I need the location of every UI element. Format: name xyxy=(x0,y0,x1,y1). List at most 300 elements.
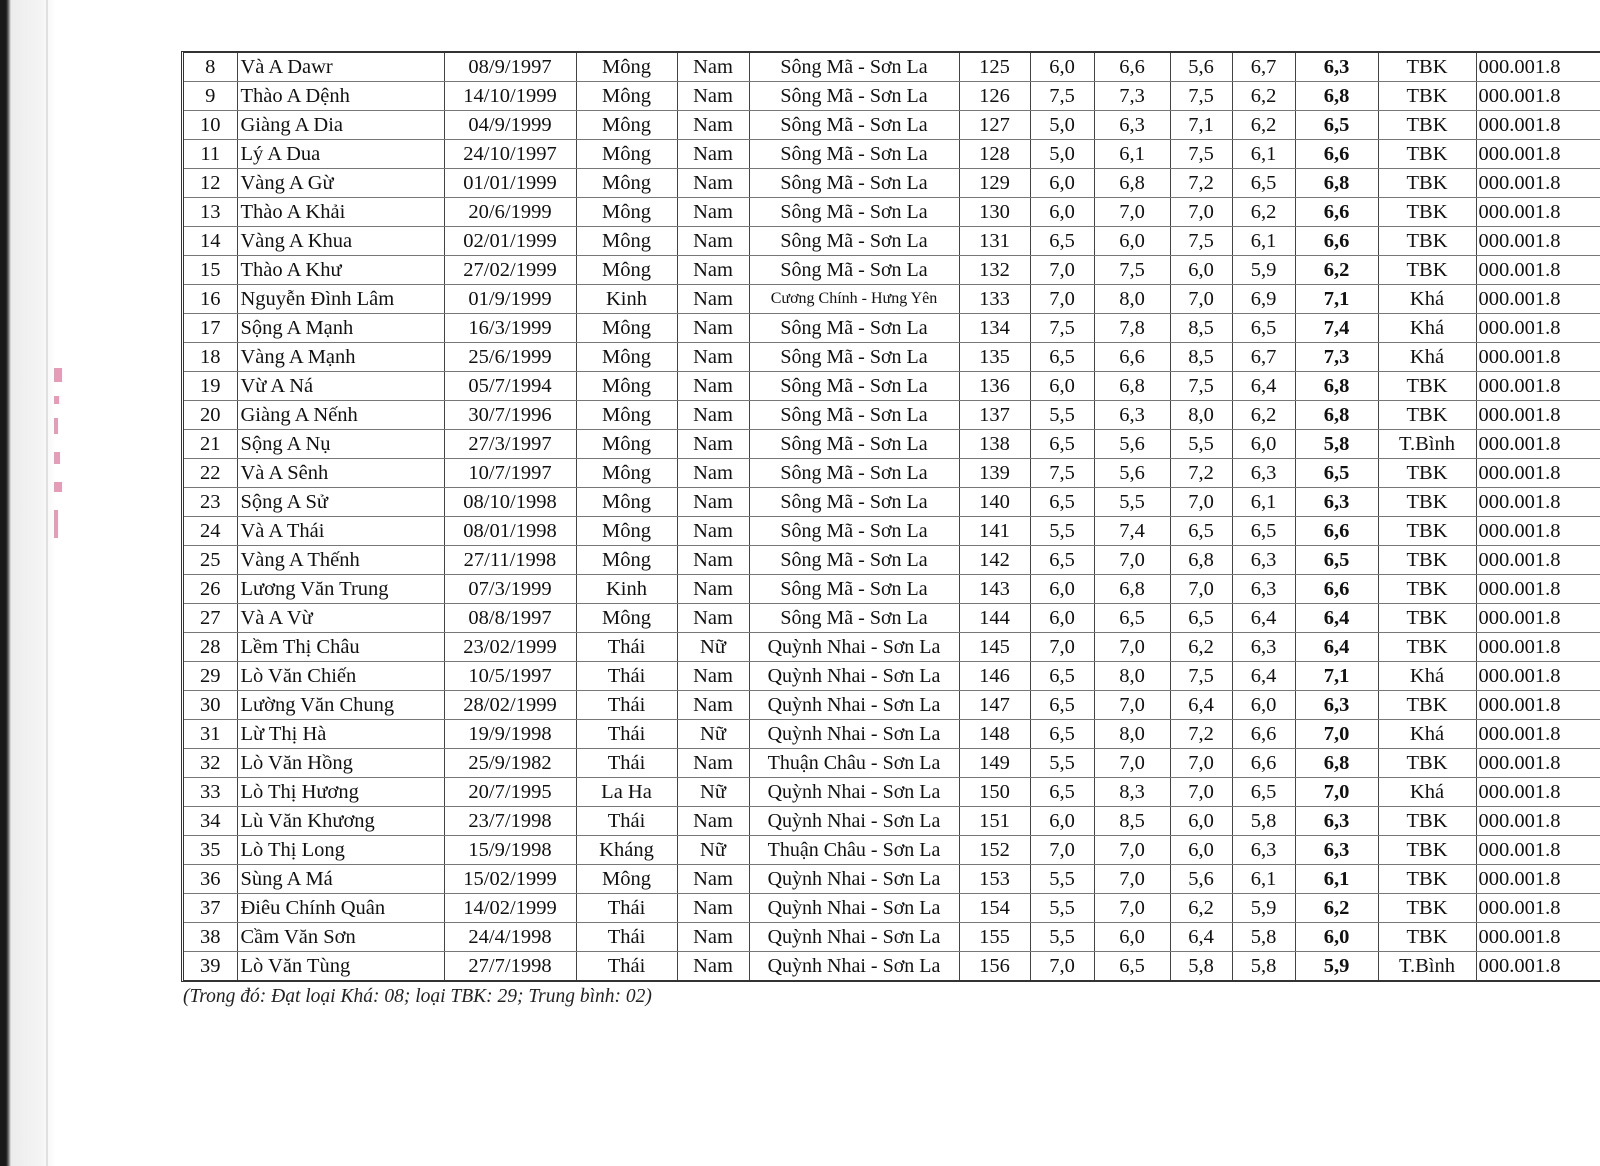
table-row xyxy=(184,111,1600,140)
score-1-cell: 7,5 xyxy=(1030,459,1094,488)
table-row xyxy=(184,691,1600,720)
name-cell: Điêu Chính Quân xyxy=(237,894,444,923)
ethnicity-cell: Mông xyxy=(576,227,677,256)
hometown-cell: Sông Mã - Sơn La xyxy=(749,604,959,633)
exam-number-cell: 129 xyxy=(959,169,1030,198)
exam-number-cell: 132 xyxy=(959,256,1030,285)
score-2-cell: 5,6 xyxy=(1094,459,1170,488)
dob-cell: 16/3/1999 xyxy=(444,314,576,343)
score-3-cell: 7,5 xyxy=(1170,140,1232,169)
score-3-cell: 7,0 xyxy=(1170,778,1232,807)
name-cell: Lò Văn Chiến xyxy=(237,662,444,691)
gender-cell: Nam xyxy=(677,372,749,401)
table-row xyxy=(184,575,1600,604)
certificate-cell: 000.001.8 xyxy=(1476,894,1600,923)
rank-cell: TBK xyxy=(1378,894,1476,923)
score-2-cell: 8,0 xyxy=(1094,720,1170,749)
index-cell: 19 xyxy=(184,372,237,401)
certificate-cell: 000.001.8 xyxy=(1476,546,1600,575)
hometown-cell: Sông Mã - Sơn La xyxy=(749,53,959,82)
score-4-cell: 6,9 xyxy=(1232,285,1295,314)
score-1-cell: 7,5 xyxy=(1030,82,1094,111)
score-4-cell: 6,2 xyxy=(1232,111,1295,140)
index-cell: 23 xyxy=(184,488,237,517)
score-1-cell: 6,5 xyxy=(1030,720,1094,749)
ethnicity-cell: Mông xyxy=(576,256,677,285)
index-cell: 12 xyxy=(184,169,237,198)
score-3-cell: 7,5 xyxy=(1170,662,1232,691)
gender-cell: Nam xyxy=(677,865,749,894)
table-row xyxy=(184,604,1600,633)
rank-cell: TBK xyxy=(1378,198,1476,227)
certificate-cell: 000.001.8 xyxy=(1476,343,1600,372)
index-cell: 27 xyxy=(184,604,237,633)
index-cell: 33 xyxy=(184,778,237,807)
average-cell: 6,3 xyxy=(1295,807,1378,836)
certificate-cell: 000.001.8 xyxy=(1476,604,1600,633)
score-3-cell: 7,0 xyxy=(1170,749,1232,778)
score-3-cell: 7,2 xyxy=(1170,459,1232,488)
index-cell: 30 xyxy=(184,691,237,720)
gender-cell: Nam xyxy=(677,140,749,169)
score-3-cell: 6,2 xyxy=(1170,633,1232,662)
score-3-cell: 7,5 xyxy=(1170,227,1232,256)
score-3-cell: 6,4 xyxy=(1170,923,1232,952)
rank-cell: Khá xyxy=(1378,314,1476,343)
score-1-cell: 6,0 xyxy=(1030,53,1094,82)
certificate-cell: 000.001.8 xyxy=(1476,256,1600,285)
dob-cell: 08/9/1997 xyxy=(444,53,576,82)
gender-cell: Nam xyxy=(677,807,749,836)
ethnicity-cell: Mông xyxy=(576,865,677,894)
table-row xyxy=(184,633,1600,662)
scan-edge xyxy=(0,0,56,1166)
score-3-cell: 5,6 xyxy=(1170,865,1232,894)
score-1-cell: 5,5 xyxy=(1030,401,1094,430)
certificate-cell: 000.001.8 xyxy=(1476,923,1600,952)
score-2-cell: 6,8 xyxy=(1094,169,1170,198)
certificate-cell: 000.001.8 xyxy=(1476,952,1600,981)
ethnicity-cell: Thái xyxy=(576,720,677,749)
hometown-cell: Sông Mã - Sơn La xyxy=(749,343,959,372)
name-cell: Vàng A Thếnh xyxy=(237,546,444,575)
dob-cell: 25/9/1982 xyxy=(444,749,576,778)
score-1-cell: 6,0 xyxy=(1030,807,1094,836)
ethnicity-cell: Mông xyxy=(576,372,677,401)
score-2-cell: 5,6 xyxy=(1094,430,1170,459)
certificate-cell: 000.001.8 xyxy=(1476,778,1600,807)
score-3-cell: 7,0 xyxy=(1170,575,1232,604)
index-cell: 36 xyxy=(184,865,237,894)
ethnicity-cell: Mông xyxy=(576,314,677,343)
dob-cell: 01/01/1999 xyxy=(444,169,576,198)
score-4-cell: 5,8 xyxy=(1232,923,1295,952)
average-cell: 5,8 xyxy=(1295,430,1378,459)
average-cell: 6,8 xyxy=(1295,82,1378,111)
gender-cell: Nam xyxy=(677,82,749,111)
rank-cell: TBK xyxy=(1378,227,1476,256)
rank-cell: TBK xyxy=(1378,256,1476,285)
name-cell: Thào A Khư xyxy=(237,256,444,285)
score-4-cell: 6,6 xyxy=(1232,749,1295,778)
table-row xyxy=(184,865,1600,894)
hometown-cell: Thuận Châu - Sơn La xyxy=(749,836,959,865)
name-cell: Giàng A Nếnh xyxy=(237,401,444,430)
average-cell: 7,1 xyxy=(1295,285,1378,314)
certificate-cell: 000.001.8 xyxy=(1476,517,1600,546)
certificate-cell: 000.001.8 xyxy=(1476,662,1600,691)
hometown-cell: Sông Mã - Sơn La xyxy=(749,546,959,575)
gender-cell: Nữ xyxy=(677,720,749,749)
table-row xyxy=(184,53,1600,82)
index-cell: 14 xyxy=(184,227,237,256)
score-3-cell: 8,5 xyxy=(1170,314,1232,343)
score-1-cell: 6,5 xyxy=(1030,778,1094,807)
ethnicity-cell: Thái xyxy=(576,894,677,923)
dob-cell: 27/3/1997 xyxy=(444,430,576,459)
dob-cell: 14/02/1999 xyxy=(444,894,576,923)
index-cell: 15 xyxy=(184,256,237,285)
gender-cell: Nam xyxy=(677,227,749,256)
name-cell: Lò Văn Tùng xyxy=(237,952,444,981)
table-row xyxy=(184,662,1600,691)
index-cell: 20 xyxy=(184,401,237,430)
exam-number-cell: 130 xyxy=(959,198,1030,227)
gender-cell: Nam xyxy=(677,923,749,952)
rank-cell: TBK xyxy=(1378,488,1476,517)
dob-cell: 23/7/1998 xyxy=(444,807,576,836)
score-3-cell: 8,0 xyxy=(1170,401,1232,430)
score-3-cell: 7,2 xyxy=(1170,169,1232,198)
score-3-cell: 7,5 xyxy=(1170,372,1232,401)
exam-number-cell: 156 xyxy=(959,952,1030,981)
ethnicity-cell: Mông xyxy=(576,430,677,459)
table-row xyxy=(184,894,1600,923)
dob-cell: 23/02/1999 xyxy=(444,633,576,662)
hometown-cell: Sông Mã - Sơn La xyxy=(749,372,959,401)
table-row xyxy=(184,227,1600,256)
score-2-cell: 6,6 xyxy=(1094,343,1170,372)
dob-cell: 14/10/1999 xyxy=(444,82,576,111)
gender-cell: Nam xyxy=(677,343,749,372)
score-2-cell: 6,3 xyxy=(1094,111,1170,140)
hometown-cell: Sông Mã - Sơn La xyxy=(749,111,959,140)
score-4-cell: 6,6 xyxy=(1232,720,1295,749)
certificate-cell: 000.001.8 xyxy=(1476,836,1600,865)
rank-cell: T.Bình xyxy=(1378,952,1476,981)
index-cell: 17 xyxy=(184,314,237,343)
score-1-cell: 6,0 xyxy=(1030,604,1094,633)
score-4-cell: 6,3 xyxy=(1232,546,1295,575)
score-2-cell: 6,5 xyxy=(1094,952,1170,981)
dob-cell: 01/9/1999 xyxy=(444,285,576,314)
average-cell: 6,4 xyxy=(1295,633,1378,662)
index-cell: 34 xyxy=(184,807,237,836)
dob-cell: 24/10/1997 xyxy=(444,140,576,169)
hometown-cell: Sông Mã - Sơn La xyxy=(749,459,959,488)
certificate-cell: 000.001.8 xyxy=(1476,691,1600,720)
score-2-cell: 6,3 xyxy=(1094,401,1170,430)
dob-cell: 05/7/1994 xyxy=(444,372,576,401)
gender-cell: Nam xyxy=(677,575,749,604)
exam-number-cell: 151 xyxy=(959,807,1030,836)
hometown-cell: Thuận Châu - Sơn La xyxy=(749,749,959,778)
rank-cell: TBK xyxy=(1378,691,1476,720)
index-cell: 24 xyxy=(184,517,237,546)
gender-cell: Nam xyxy=(677,53,749,82)
table-row xyxy=(184,256,1600,285)
hometown-cell: Quỳnh Nhai - Sơn La xyxy=(749,720,959,749)
gender-cell: Nam xyxy=(677,430,749,459)
name-cell: Lò Thị Hương xyxy=(237,778,444,807)
score-2-cell: 5,5 xyxy=(1094,488,1170,517)
ethnicity-cell: Thái xyxy=(576,952,677,981)
ethnicity-cell: Thái xyxy=(576,807,677,836)
exam-number-cell: 128 xyxy=(959,140,1030,169)
score-1-cell: 5,5 xyxy=(1030,923,1094,952)
table-row xyxy=(184,517,1600,546)
hometown-cell: Sông Mã - Sơn La xyxy=(749,140,959,169)
exam-number-cell: 149 xyxy=(959,749,1030,778)
score-4-cell: 6,2 xyxy=(1232,401,1295,430)
certificate-cell: 000.001.8 xyxy=(1476,285,1600,314)
score-2-cell: 7,8 xyxy=(1094,314,1170,343)
ethnicity-cell: Mông xyxy=(576,546,677,575)
rank-cell: TBK xyxy=(1378,140,1476,169)
rank-cell: TBK xyxy=(1378,169,1476,198)
certificate-cell: 000.001.8 xyxy=(1476,575,1600,604)
rank-cell: T.Bình xyxy=(1378,430,1476,459)
average-cell: 7,1 xyxy=(1295,662,1378,691)
index-cell: 10 xyxy=(184,111,237,140)
table-row xyxy=(184,488,1600,517)
average-cell: 6,1 xyxy=(1295,865,1378,894)
average-cell: 6,3 xyxy=(1295,53,1378,82)
score-2-cell: 6,0 xyxy=(1094,923,1170,952)
table-row xyxy=(184,778,1600,807)
exam-number-cell: 146 xyxy=(959,662,1030,691)
name-cell: Vàng A Gừ xyxy=(237,169,444,198)
rank-cell: TBK xyxy=(1378,372,1476,401)
dob-cell: 10/7/1997 xyxy=(444,459,576,488)
stamp-marks xyxy=(52,360,66,560)
score-3-cell: 8,5 xyxy=(1170,343,1232,372)
exam-number-cell: 144 xyxy=(959,604,1030,633)
score-1-cell: 7,0 xyxy=(1030,256,1094,285)
hometown-cell: Sông Mã - Sơn La xyxy=(749,82,959,111)
ethnicity-cell: Thái xyxy=(576,923,677,952)
ethnicity-cell: Mông xyxy=(576,111,677,140)
certificate-cell: 000.001.8 xyxy=(1476,53,1600,82)
certificate-cell: 000.001.8 xyxy=(1476,430,1600,459)
dob-cell: 10/5/1997 xyxy=(444,662,576,691)
name-cell: Sộng A Mạnh xyxy=(237,314,444,343)
average-cell: 6,8 xyxy=(1295,372,1378,401)
rank-cell: Khá xyxy=(1378,662,1476,691)
hometown-cell: Quỳnh Nhai - Sơn La xyxy=(749,894,959,923)
gender-cell: Nam xyxy=(677,604,749,633)
hometown-cell: Sông Mã - Sơn La xyxy=(749,575,959,604)
score-1-cell: 6,5 xyxy=(1030,227,1094,256)
score-3-cell: 5,8 xyxy=(1170,952,1232,981)
name-cell: Thào A Dệnh xyxy=(237,82,444,111)
rank-cell: TBK xyxy=(1378,749,1476,778)
gender-cell: Nam xyxy=(677,256,749,285)
score-1-cell: 6,5 xyxy=(1030,343,1094,372)
index-cell: 13 xyxy=(184,198,237,227)
rank-cell: TBK xyxy=(1378,459,1476,488)
index-cell: 9 xyxy=(184,82,237,111)
rank-cell: TBK xyxy=(1378,923,1476,952)
name-cell: Vàng A Mạnh xyxy=(237,343,444,372)
grade-table xyxy=(184,53,1600,980)
score-2-cell: 6,5 xyxy=(1094,604,1170,633)
name-cell: Lừ Thị Hà xyxy=(237,720,444,749)
index-cell: 21 xyxy=(184,430,237,459)
table-row xyxy=(184,546,1600,575)
gender-cell: Nữ xyxy=(677,633,749,662)
rank-cell: TBK xyxy=(1378,517,1476,546)
name-cell: Lý A Dua xyxy=(237,140,444,169)
score-1-cell: 5,5 xyxy=(1030,894,1094,923)
ethnicity-cell: La Ha xyxy=(576,778,677,807)
score-4-cell: 5,8 xyxy=(1232,952,1295,981)
table-row xyxy=(184,401,1600,430)
dob-cell: 08/01/1998 xyxy=(444,517,576,546)
score-3-cell: 6,4 xyxy=(1170,691,1232,720)
average-cell: 6,3 xyxy=(1295,691,1378,720)
average-cell: 6,6 xyxy=(1295,227,1378,256)
ethnicity-cell: Mông xyxy=(576,140,677,169)
score-4-cell: 6,2 xyxy=(1232,82,1295,111)
certificate-cell: 000.001.8 xyxy=(1476,82,1600,111)
score-4-cell: 6,5 xyxy=(1232,169,1295,198)
index-cell: 11 xyxy=(184,140,237,169)
dob-cell: 04/9/1999 xyxy=(444,111,576,140)
score-4-cell: 6,7 xyxy=(1232,53,1295,82)
index-cell: 25 xyxy=(184,546,237,575)
rank-cell: TBK xyxy=(1378,53,1476,82)
name-cell: Cầm Văn Sơn xyxy=(237,923,444,952)
hometown-cell: Sông Mã - Sơn La xyxy=(749,517,959,546)
gender-cell: Nam xyxy=(677,198,749,227)
dob-cell: 27/02/1999 xyxy=(444,256,576,285)
name-cell: Nguyễn Đình Lâm xyxy=(237,285,444,314)
average-cell: 6,3 xyxy=(1295,836,1378,865)
table-row xyxy=(184,430,1600,459)
average-cell: 7,3 xyxy=(1295,343,1378,372)
score-1-cell: 5,5 xyxy=(1030,865,1094,894)
table-row xyxy=(184,720,1600,749)
average-cell: 6,5 xyxy=(1295,546,1378,575)
index-cell: 16 xyxy=(184,285,237,314)
ethnicity-cell: Mông xyxy=(576,169,677,198)
exam-number-cell: 147 xyxy=(959,691,1030,720)
dob-cell: 20/6/1999 xyxy=(444,198,576,227)
score-1-cell: 6,5 xyxy=(1030,691,1094,720)
hometown-cell: Sông Mã - Sơn La xyxy=(749,401,959,430)
score-4-cell: 6,3 xyxy=(1232,633,1295,662)
score-3-cell: 5,6 xyxy=(1170,53,1232,82)
dob-cell: 08/8/1997 xyxy=(444,604,576,633)
certificate-cell: 000.001.8 xyxy=(1476,633,1600,662)
score-4-cell: 6,5 xyxy=(1232,517,1295,546)
score-4-cell: 5,8 xyxy=(1232,807,1295,836)
certificate-cell: 000.001.8 xyxy=(1476,227,1600,256)
certificate-cell: 000.001.8 xyxy=(1476,140,1600,169)
table-row xyxy=(184,343,1600,372)
exam-number-cell: 153 xyxy=(959,865,1030,894)
average-cell: 7,4 xyxy=(1295,314,1378,343)
score-4-cell: 6,1 xyxy=(1232,865,1295,894)
gender-cell: Nam xyxy=(677,894,749,923)
table-row xyxy=(184,169,1600,198)
ethnicity-cell: Mông xyxy=(576,401,677,430)
gender-cell: Nam xyxy=(677,952,749,981)
certificate-cell: 000.001.8 xyxy=(1476,169,1600,198)
average-cell: 7,0 xyxy=(1295,778,1378,807)
hometown-cell: Sông Mã - Sơn La xyxy=(749,227,959,256)
gender-cell: Nam xyxy=(677,749,749,778)
index-cell: 29 xyxy=(184,662,237,691)
score-4-cell: 6,3 xyxy=(1232,836,1295,865)
exam-number-cell: 152 xyxy=(959,836,1030,865)
hometown-cell: Sông Mã - Sơn La xyxy=(749,198,959,227)
exam-number-cell: 135 xyxy=(959,343,1030,372)
score-2-cell: 6,6 xyxy=(1094,53,1170,82)
score-1-cell: 7,5 xyxy=(1030,314,1094,343)
certificate-cell: 000.001.8 xyxy=(1476,198,1600,227)
hometown-cell: Quỳnh Nhai - Sơn La xyxy=(749,633,959,662)
score-4-cell: 6,4 xyxy=(1232,604,1295,633)
rank-cell: TBK xyxy=(1378,82,1476,111)
rank-cell: Khá xyxy=(1378,285,1476,314)
rank-cell: TBK xyxy=(1378,546,1476,575)
score-2-cell: 7,4 xyxy=(1094,517,1170,546)
average-cell: 6,6 xyxy=(1295,575,1378,604)
certificate-cell: 000.001.8 xyxy=(1476,720,1600,749)
gender-cell: Nam xyxy=(677,662,749,691)
name-cell: Và A Dawr xyxy=(237,53,444,82)
gender-cell: Nữ xyxy=(677,778,749,807)
score-3-cell: 5,5 xyxy=(1170,430,1232,459)
score-1-cell: 5,0 xyxy=(1030,111,1094,140)
score-1-cell: 6,5 xyxy=(1030,662,1094,691)
name-cell: Lường Văn Chung xyxy=(237,691,444,720)
average-cell: 7,0 xyxy=(1295,720,1378,749)
gender-cell: Nam xyxy=(677,314,749,343)
ethnicity-cell: Kinh xyxy=(576,285,677,314)
average-cell: 6,3 xyxy=(1295,488,1378,517)
hometown-cell: Quỳnh Nhai - Sơn La xyxy=(749,952,959,981)
certificate-cell: 000.001.8 xyxy=(1476,401,1600,430)
rank-cell: TBK xyxy=(1378,865,1476,894)
name-cell: Lù Văn Khương xyxy=(237,807,444,836)
score-3-cell: 7,0 xyxy=(1170,488,1232,517)
score-2-cell: 8,5 xyxy=(1094,807,1170,836)
dob-cell: 24/4/1998 xyxy=(444,923,576,952)
hometown-cell: Sông Mã - Sơn La xyxy=(749,169,959,198)
score-2-cell: 6,0 xyxy=(1094,227,1170,256)
gender-cell: Nam xyxy=(677,488,749,517)
table-row xyxy=(184,807,1600,836)
name-cell: Lò Thị Long xyxy=(237,836,444,865)
score-1-cell: 6,0 xyxy=(1030,198,1094,227)
rank-cell: Khá xyxy=(1378,778,1476,807)
dob-cell: 20/7/1995 xyxy=(444,778,576,807)
gender-cell: Nam xyxy=(677,285,749,314)
exam-number-cell: 127 xyxy=(959,111,1030,140)
